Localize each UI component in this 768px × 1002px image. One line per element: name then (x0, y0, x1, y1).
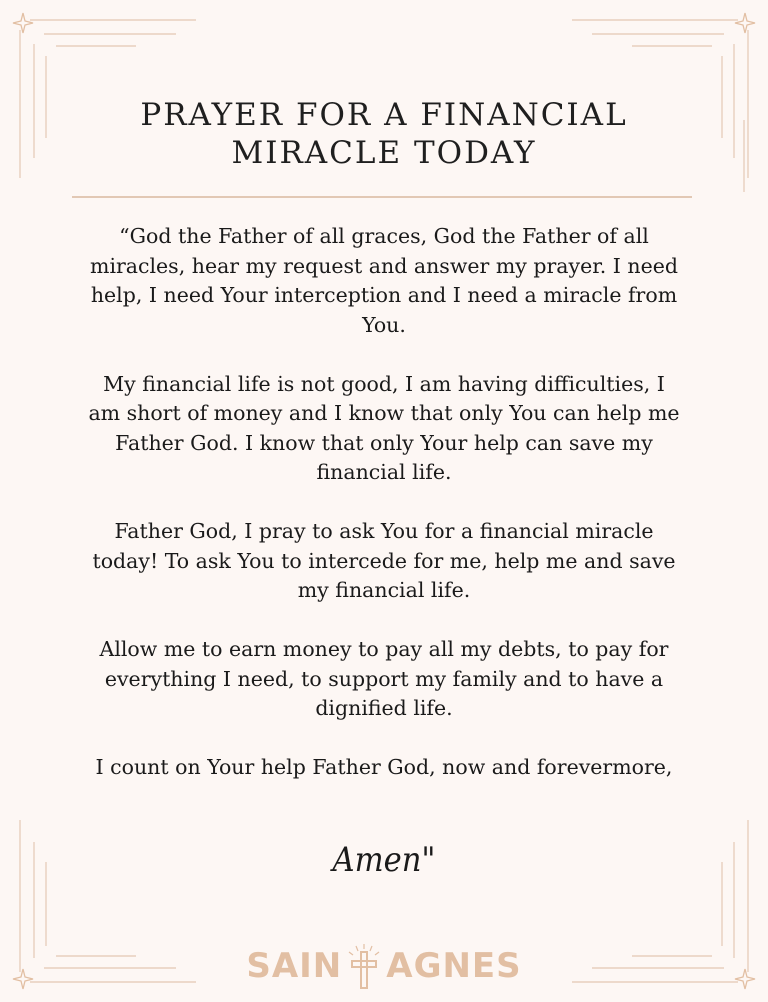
page-title (60, 96, 708, 172)
prayer-line: “God the Father of all graces, God the Father of all (119, 224, 649, 248)
prayer-line: am short of money and I know that only You can help me (88, 401, 680, 425)
prayer-line: Father God, I pray to ask You for a financial miracle (114, 519, 654, 543)
prayer-paragraph-4 (62, 635, 706, 724)
prayer-line: dignified life. (315, 696, 453, 720)
amen-text: Amen" (332, 840, 436, 880)
prayer-paragraph-2 (62, 370, 706, 488)
prayer-line: help, I need Your interception and I need a miracle from (90, 283, 678, 307)
title-line-1: PRAYER FOR A FINANCIAL (140, 97, 628, 133)
title-line-2: MIRACLE TODAY (231, 135, 537, 171)
prayer-line: financial life. (316, 460, 452, 484)
prayer-line: everything I need, to support my family and to have a (104, 666, 664, 691)
prayer-body (62, 222, 706, 783)
prayer-line: Father God. I know that only Your help can save my (115, 430, 653, 455)
prayer-line: Allow me to earn money to pay all my debts, to pay for (99, 637, 669, 661)
star-icon (12, 12, 34, 34)
logo-text-left: SAIN (246, 946, 343, 986)
prayer-line: You. (362, 312, 406, 337)
logo-text-right: AGNES (386, 946, 522, 986)
prayer-paragraph-1 (62, 222, 706, 340)
prayer-paragraph-3 (62, 517, 706, 606)
title-divider (72, 196, 692, 198)
star-icon (734, 12, 756, 34)
prayer-closing: I count on Your help Father God, now and forevermore, (95, 755, 673, 779)
star-icon (734, 968, 756, 990)
star-icon (12, 968, 34, 990)
prayer-line: today! To ask You to intercede for me, help me and save (92, 548, 676, 573)
prayer-line: My financial life is not good, I am having difficulties, I (103, 371, 665, 396)
cross-icon (344, 942, 384, 990)
prayer-line: miracles, hear my request and answer my prayer. I need (90, 253, 678, 278)
site-logo (234, 938, 534, 994)
prayer-line: my financial life. (297, 578, 471, 602)
